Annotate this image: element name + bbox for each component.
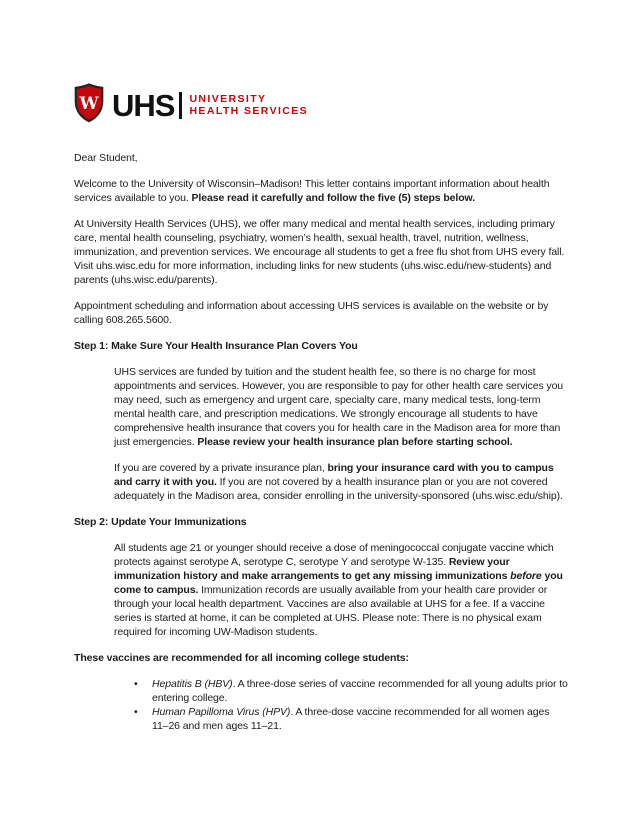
- step1-paragraph-2: If you are covered by a private insurance plan, bring your insurance card with you to campus and carry it with you. If you are not covered by a health insurance plan or you are not covered adequately in the Madison area, consider enrolling in the university-sponsored (uhs.wisc.edu/ship).: [114, 462, 563, 502]
- logo-divider: [179, 92, 182, 119]
- vaccine-list: [74, 677, 568, 733]
- uhs-acronym: UHS: [112, 87, 175, 123]
- step2-heading: Step 2: Update Your Immunizations: [74, 516, 247, 528]
- uhs-wordmark: [189, 93, 308, 118]
- step1-heading: Step 1: Make Sure Your Health Insurance Plan Covers You: [74, 340, 358, 352]
- uhs-logo: [74, 85, 568, 125]
- list-item: [134, 705, 568, 733]
- step1-paragraph-1: UHS services are funded by tuition and the student health fee, so there is no charge for most appointments and services. However, you are responsible to pay for other health care services you may need, such as emergency and urgent care, specialty care, many medical tests, long-term mental health care, and prescription medications. We strongly encourage all students to have comprehensive health insurance that covers you for health care in the Madison area for more than just emergencies. Please review your health insurance plan before starting school.: [114, 366, 564, 448]
- bullet-icon: •: [134, 706, 138, 718]
- paragraph-appointments: Appointment scheduling and information about accessing UHS services is available on the website or by calling 608.265.5600.: [74, 300, 549, 326]
- wordmark-line1: UNIVERSITY: [189, 92, 267, 105]
- list-item-text: Hepatitis B (HBV). A three-dose series of vaccine recommended for all young adults prior to entering college.: [152, 678, 568, 704]
- bullet-icon: •: [134, 678, 138, 690]
- paragraph-welcome: Welcome to the University of Wisconsin–Madison! This letter contains important information about health services available to you. Please read it carefully and follow the five (5) steps below.: [74, 178, 550, 204]
- step2-paragraph-1: All students age 21 or younger should receive a dose of meningococcal conjugate vaccine which protects against serotype A, serotype C, serotype Y and serotype W-135. Review your immunization history and make arrangements to get any missing immunizations before you come to campus. Immunization records are usually available from your health care provider or through your local health department. Vaccines are also available at UHS for a fee. If a vaccine series is started at home, it can be completed at UHS. Please note: There is no physical exam required for incoming UW-Madison students.: [114, 542, 563, 638]
- letter-content: [74, 85, 568, 745]
- paragraph-services: At University Health Services (UHS), we offer many medical and mental health services, including primary care, mental health counseling, psychiatry, women’s health, sexual health, travel, nutrition, wellness, immunization, and prevention services. We encourage all students to get a free flu shot from UHS every fall. Visit uhs.wisc.edu for more information, including links for new students (uhs.wisc.edu/new-students) and parents (uhs.wisc.edu/parents).: [74, 218, 565, 286]
- crest-letter: W: [79, 94, 99, 114]
- salutation: Dear Student,: [74, 152, 138, 164]
- uw-crest-icon: [74, 83, 104, 127]
- list-item: [134, 677, 568, 705]
- wordmark-line2: HEALTH SERVICES: [189, 105, 309, 117]
- list-item-text: Human Papilloma Virus (HPV). A three-dose vaccine recommended for all women ages 11–26 and men ages 11–21.: [152, 706, 550, 732]
- vaccines-heading: These vaccines are recommended for all incoming college students:: [74, 652, 409, 664]
